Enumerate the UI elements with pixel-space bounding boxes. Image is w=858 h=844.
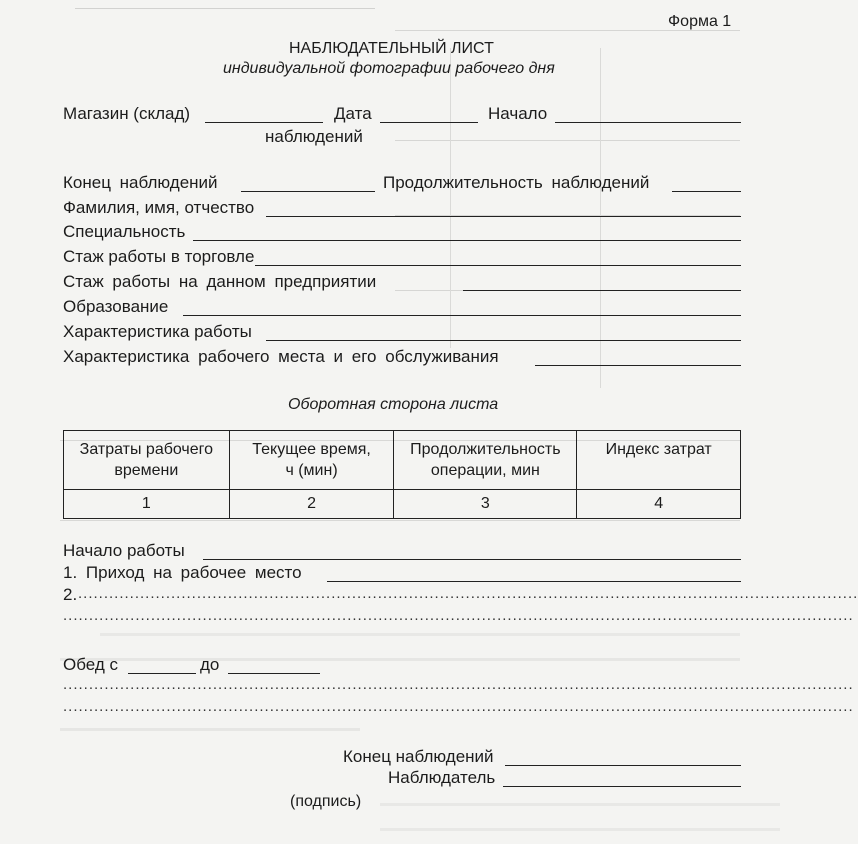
table-cell: 3 (394, 490, 577, 519)
lunch-to-line (228, 673, 320, 674)
specialty-label: Специальность (63, 222, 186, 241)
lunch-to-label: до (200, 655, 220, 674)
lunch-from-label: Обед с (63, 655, 118, 674)
table-cell: 2 (229, 490, 394, 519)
dotted-line: ......................................................................................................................................................... (63, 698, 854, 715)
full-name-line (266, 216, 741, 217)
education-line (183, 315, 741, 316)
time-table (63, 430, 741, 519)
date-label: Дата (334, 104, 372, 123)
end-observations-label: Конец наблюдений (63, 173, 218, 192)
table-cell: 1 (64, 490, 230, 519)
dotted-line: ....................................................................................................................................................... (78, 585, 858, 602)
end-observations-sign-label: Конец наблюдений (343, 747, 494, 766)
table-header-cell: Текущее время, ч (мин) (229, 431, 394, 490)
education-label: Образование (63, 297, 169, 316)
arrival-item-line (327, 581, 741, 582)
observer-label: Наблюдатель (388, 768, 496, 787)
work-start-label: Начало работы (63, 541, 185, 560)
trade-experience-line (255, 265, 741, 266)
workplace-characteristic-label: Характеристика рабочего места и его обслуживания (63, 347, 499, 366)
observations-label: наблюдений (265, 127, 363, 146)
job-characteristic-line (266, 340, 741, 341)
job-characteristic-label: Характеристика работы (63, 322, 252, 341)
table-cell: 4 (577, 490, 741, 519)
document-subtitle: индивидуальной фотографии рабочего дня (223, 60, 555, 77)
item-2-label: 2. (63, 585, 78, 604)
table-number-row (64, 490, 741, 519)
table-header-cell: Продолжительность операции, мин (394, 431, 577, 490)
store-field-line (205, 122, 323, 123)
end-observations-line (241, 191, 375, 192)
form-number: Форма 1 (668, 13, 732, 30)
table-header-row (64, 431, 741, 490)
table-header-cell: Индекс затрат (577, 431, 741, 490)
work-start-line (203, 559, 741, 560)
observer-line (503, 786, 741, 787)
trade-experience-label: Стаж работы в торговле (63, 247, 255, 266)
end-observations-sign-line (505, 765, 741, 766)
start-field-line (555, 122, 741, 123)
start-label: Начало (488, 104, 548, 123)
company-experience-line (463, 290, 741, 291)
reverse-side-title: Оборотная сторона листа (288, 396, 499, 413)
store-label: Магазин (склад) (63, 104, 191, 123)
duration-line (672, 191, 741, 192)
date-field-line (380, 122, 478, 123)
document-title: НАБЛЮДАТЕЛЬНЫЙ ЛИСТ (289, 40, 494, 57)
table-header-cell: Затраты рабочего времени (64, 431, 230, 490)
company-experience-label: Стаж работы на данном предприятии (63, 272, 377, 291)
full-name-label: Фамилия, имя, отчество (63, 198, 255, 217)
dotted-line: ......................................................................................................................................................... (63, 607, 854, 624)
specialty-line (193, 240, 741, 241)
signature-caption: (подпись) (290, 793, 362, 810)
duration-label: Продолжительность наблюдений (383, 173, 650, 192)
lunch-from-line (128, 673, 196, 674)
arrival-item: 1. Приход на рабочее место (63, 563, 302, 582)
dotted-line: ......................................................................................................................................................... (63, 676, 854, 693)
workplace-characteristic-line (535, 365, 741, 366)
